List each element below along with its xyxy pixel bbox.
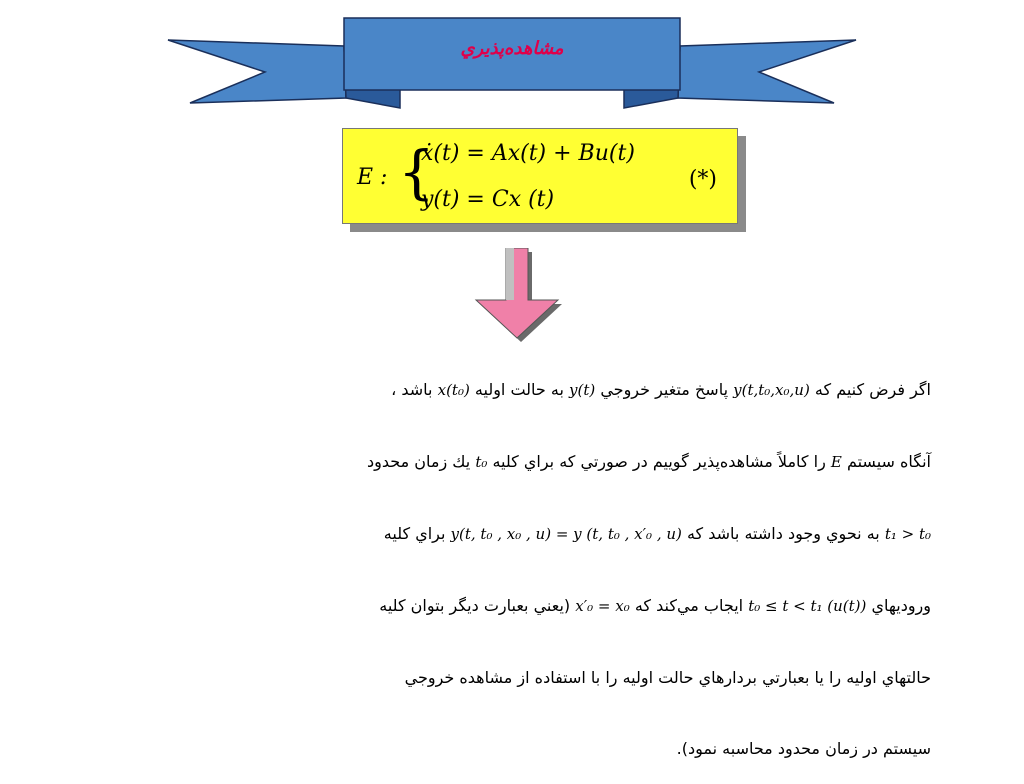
math-expression: y(t, t₀ , x₀ , u) = y (t, t₀ , x′₀ , u) — [450, 525, 682, 543]
paragraph-line-5 — [78, 642, 931, 713]
text-segment: را كاملاً مشاهده‌پذير گوييم در صورتي كه براي كليه — [492, 452, 826, 471]
math-expression: t₀ — [475, 453, 488, 471]
text-segment: وروديهاي — [871, 596, 931, 615]
text-segment: باشد ، — [391, 380, 433, 399]
math-expression: y(t) — [569, 381, 596, 399]
equation-brace: { — [398, 138, 435, 206]
math-expression: E — [830, 453, 842, 471]
text-segment: (يعني بعبارت ديگر بتوان كليه — [379, 596, 571, 615]
equation-box — [342, 128, 738, 224]
math-expression: x′₀ = x₀ — [575, 597, 630, 615]
math-expression: x(t₀) — [437, 381, 470, 399]
body-text — [78, 354, 931, 784]
text-segment: ايجاب مي‌كند كه — [634, 596, 744, 615]
state-equation: ẋ(t) = Ax(t) + Bu(t) — [421, 141, 635, 166]
page-title: مشاهده‌پذيري — [460, 38, 564, 59]
text-segment: به حالت اوليه — [474, 380, 564, 399]
paragraph-line-1 — [78, 354, 931, 426]
equation-lhs: E : — [357, 165, 388, 190]
paragraph-line-6 — [78, 713, 931, 784]
equation-tag: (*) — [688, 167, 717, 192]
text-segment: پاسخ متغير خروجي — [600, 380, 729, 399]
text-segment: براي كليه — [383, 524, 446, 543]
output-equation: y(t) = Cx (t) — [421, 187, 555, 212]
title-ribbon-banner — [0, 0, 1024, 110]
paragraph-line-2 — [78, 426, 931, 498]
text-segment: سيستم در زمان محدود محاسبه نمود). — [676, 739, 931, 758]
math-expression: t₁ > t₀ — [884, 525, 931, 543]
text-segment: اگر فرض كنيم كه — [814, 380, 931, 399]
text-segment: حالتهاي اوليه را يا بعبارتي بردارهاي حالت اوليه را با استفاده از مشاهده خروجي — [404, 668, 931, 687]
paragraph-line-3 — [78, 498, 931, 570]
text-segment: به نحوي وجود داشته باشد كه — [686, 524, 880, 543]
math-expression: t₀ ≤ t < t₁ (u(t)) — [748, 597, 867, 615]
down-arrow-icon — [470, 248, 574, 346]
text-segment: آنگاه سيستم — [846, 452, 931, 471]
text-segment: يك زمان محدود — [367, 452, 471, 471]
paragraph-line-4 — [78, 570, 931, 642]
math-expression: y(t,t₀,x₀,u) — [733, 381, 810, 399]
